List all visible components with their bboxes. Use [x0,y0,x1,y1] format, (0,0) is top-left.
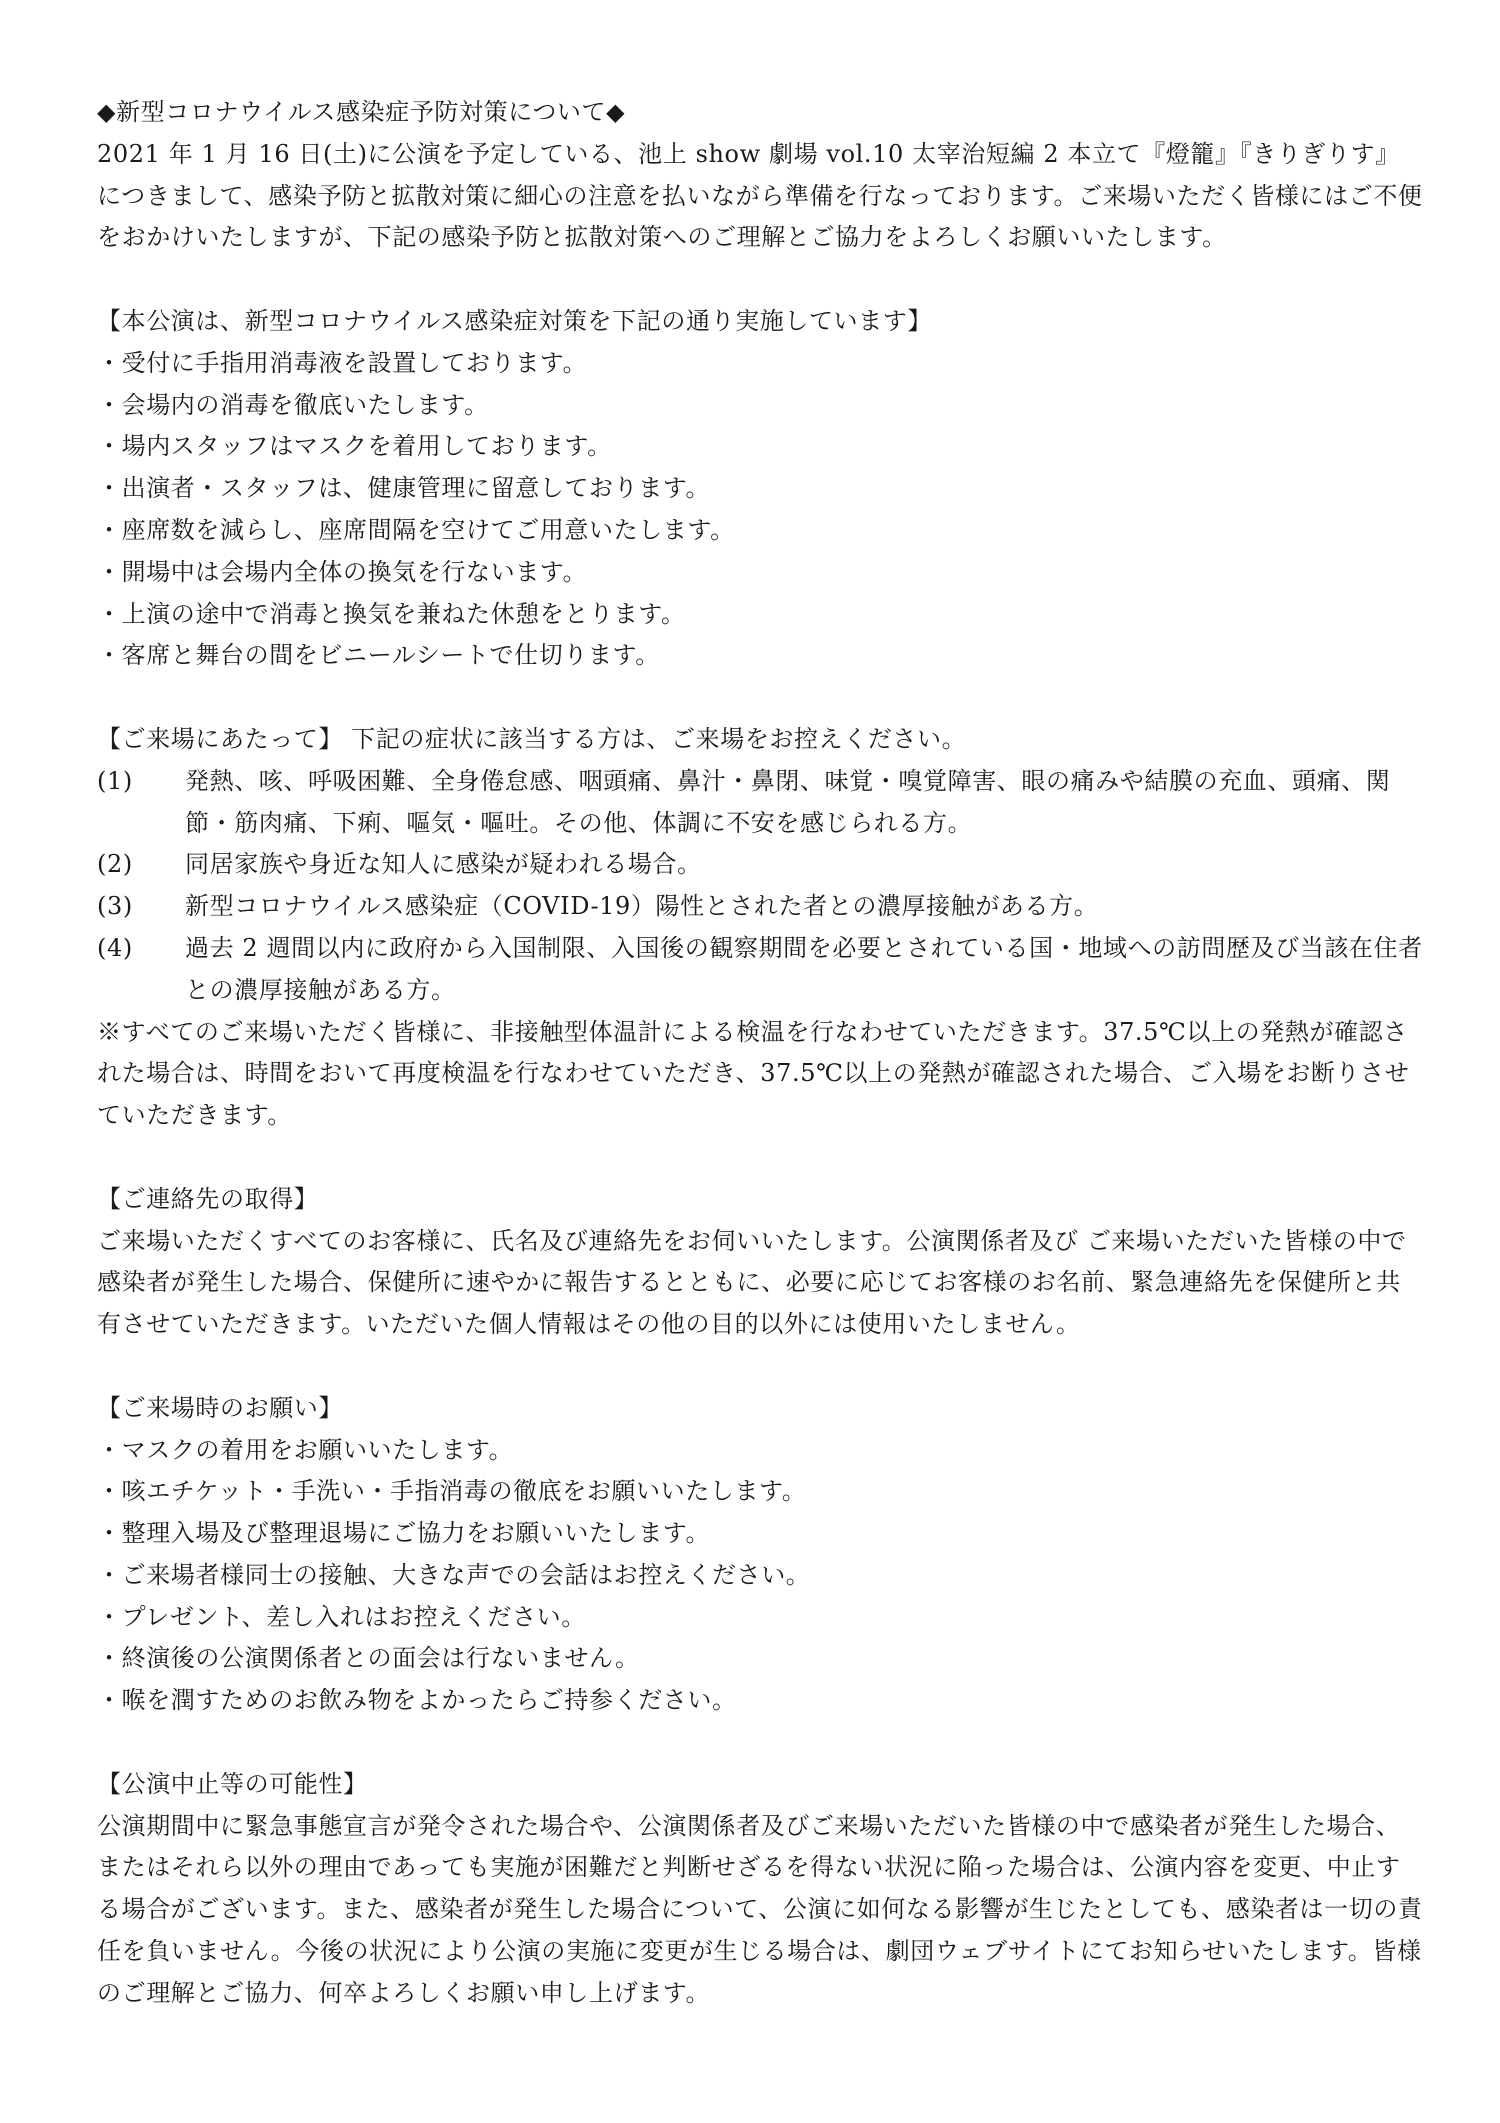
symptom-item [97,844,1423,886]
measures-item: ・座席数を減らし、座席間隔を空けてご用意いたします。 [97,515,735,544]
requests-item: ・プレゼント、差し入れはお控えください。 [97,1602,586,1631]
symptom-number: (1) [97,766,133,795]
cancel-heading: 【公演中止等の可能性】 [97,1769,368,1798]
intro-paragraph: 2021 年 1 月 16 日(土)に公演を予定している、池上 show 劇場 vol.10 太宰治短編 2 本立て『燈籠』『きりぎりす』 につきまして、感染予防と拡散対策に細心の注意を払いながら準備を行なっております。ご来場いただく皆様にはご不便をおかけいたしますが、下記の感染予防と拡散対策へのご理解とご協力をよろしくお願いいたします。 [97,139,1423,252]
symptom-text: 発熱、咳、呼吸困難、全身倦怠感、咽頭痛、鼻汁・鼻閉、味覚・嗅覚障害、眼の痛みや結膜の充血、頭痛、関節・筋肉痛、下痢、嘔気・嘔吐。その他、体調に不安を感じられる方。 [185,766,1391,837]
measures-item: ・受付に手指用消毒液を設置しております。 [97,348,588,377]
requests-heading: 【ご来場時のお願い】 [97,1393,343,1422]
cancel-paragraph: 公演期間中に緊急事態宣言が発令された場合や、公演関係者及びご来場いただいた皆様の中で感染者が発生した場合、またはそれら以外の理由であっても実施が困難だと判断せざるを得ない状況に陥った場合は、公演内容を変更、中止する場合がございます。また、感染者が発生した場合について、公演に如何なる影響が生じたとしても、感染者は一切の責任を負いません。今後の状況により公演の実施に変更が生じる場合は、劇団ウェブサイトにてお知らせいたします。皆様のご理解とご協力、何卒よろしくお願い申し上げます。 [97,1811,1423,2007]
spacer [97,259,1423,301]
symptom-number: (3) [97,892,133,921]
spacer [97,1722,1423,1764]
contact-section [97,1179,1423,1346]
contact-paragraph: ご来場いただくすべてのお客様に、氏名及び連絡先をお伺いいたします。公演関係者及び ご来場いただいた皆様の中で感染者が発生した場合、保健所に速やかに報告するとともに、必要に応じてお客様のお名前、緊急連絡先を保健所と共有させていただきます。いただいた個人情報はその他の目的以外には使用いたしません。 [97,1226,1407,1339]
symptom-text: 新型コロナウイルス感染症（COVID-19）陽性とされた者との濃厚接触がある方。 [185,892,1099,921]
measures-item: ・出演者・スタッフは、健康管理に留意しております。 [97,474,711,503]
requests-item: ・終演後の公演関係者との面会は行ないません。 [97,1644,640,1673]
measures-item: ・客席と舞台の間をビニールシートで仕切ります。 [97,641,660,670]
spacer [97,677,1423,719]
requests-item: ・マスクの着用をお願いいたします。 [97,1435,514,1464]
symptom-text: 同居家族や身近な知人に感染が疑われる場合。 [185,850,702,879]
symptom-text: 過去 2 週間以内に政府から入国制限、入国後の観察期間を必要とされている国・地域への訪問歴及び当該在住者との濃厚接触がある方。 [185,933,1423,1004]
temperature-note: ※すべてのご来場いただく皆様に、非接触型体温計による検温を行なわせていただきます。37.5℃以上の発熱が確認された場合は、時間をおいて再度検温を行なわせていただき、37.5℃以上の発熱が確認された場合、ご入場をお断りさせていただきます。 [97,1017,1410,1130]
measures-item: ・上演の途中で消毒と換気を兼ねた休憩をとります。 [97,599,686,628]
requests-item: ・ご来場者様同士の接触、大きな声での会話はお控えください。 [97,1560,811,1589]
contact-heading: 【ご連絡先の取得】 [97,1184,319,1213]
visit-heading: 【ご来場にあたって】 下記の症状に該当する方は、ご来場をお控えください。 [97,724,967,753]
cancel-section [97,1764,1423,2015]
measures-item: ・開場中は会場内全体の換気を行ないます。 [97,557,588,586]
spacer [97,1346,1423,1388]
requests-item: ・整理入場及び整理退場にご協力をお願いいたします。 [97,1519,711,1548]
requests-item: ・喉を潤すためのお飲み物をよかったらご持参ください。 [97,1686,737,1715]
symptom-number: (2) [97,850,133,879]
symptom-item [97,928,1423,1012]
spacer [97,1137,1423,1179]
symptom-number: (4) [97,933,133,962]
measures-section [97,301,1423,677]
visit-section [97,719,1423,1137]
requests-section [97,1388,1423,1722]
document-page [97,92,1423,2015]
symptom-item [97,761,1423,845]
measures-item: ・場内スタッフはマスクを着用しております。 [97,432,612,461]
requests-item: ・咳エチケット・手洗い・手指消毒の徹底をお願いいたします。 [97,1477,807,1506]
symptom-item [97,886,1423,928]
measures-heading: 【本公演は、新型コロナウイルス感染症対策を下記の通り実施しています】 [97,306,932,335]
measures-item: ・会場内の消毒を徹底いたします。 [97,390,489,419]
document-title: ◆新型コロナウイルス感染症予防対策について◆ [97,98,626,126]
